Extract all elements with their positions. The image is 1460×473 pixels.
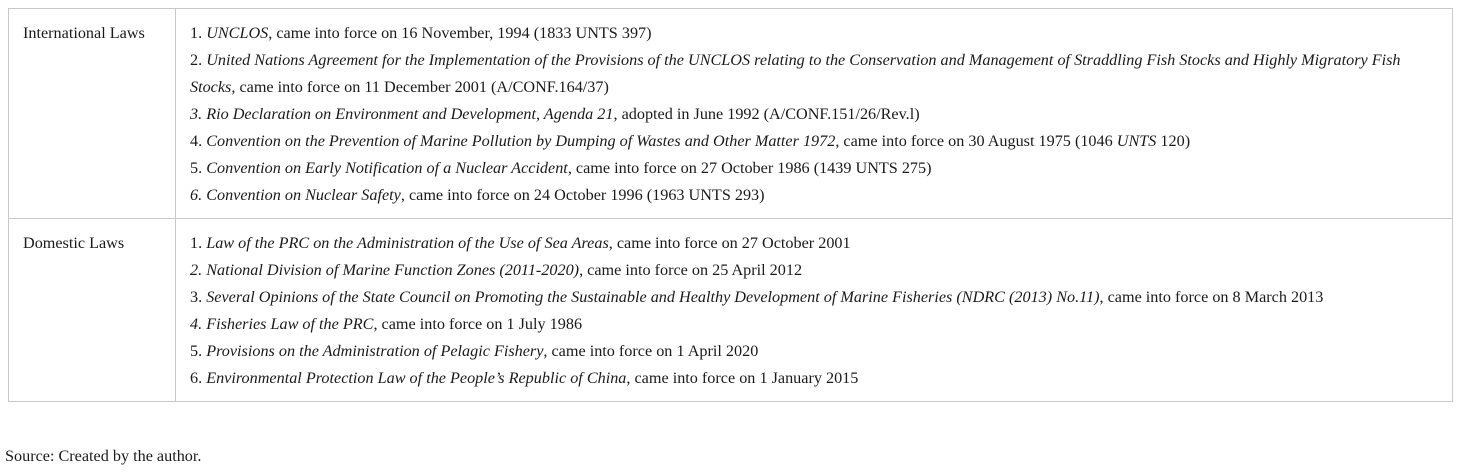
- category-cell: [9, 9, 176, 219]
- category-cell: [9, 219, 176, 402]
- law-title: Fisheries Law of the PRC: [206, 315, 374, 333]
- laws-table: [8, 8, 1453, 402]
- table-row: [9, 219, 1453, 402]
- law-title: UNCLOS: [206, 24, 269, 42]
- law-list-item: [190, 257, 1444, 284]
- law-detail: , came into force on 1 July 1986: [373, 315, 583, 333]
- law-list-item: [190, 47, 1444, 101]
- law-detail: , came into force on 27 October 2001: [608, 234, 851, 252]
- laws-table-body: [9, 9, 1453, 402]
- category-label: Domestic Laws: [23, 234, 125, 252]
- law-title: United Nations Agreement for the Implementation of the Provisions of the UNCLOS relating to the Conservation and Management of Straddling Fish Stocks and Highly Migratory Fish Stocks: [190, 51, 1401, 96]
- law-title: Several Opinions of the State Council on Promoting the Sustainable and Healthy Development of Marine Fisheries (NDRC (2013) No.11): [206, 288, 1100, 306]
- law-title: Law of the PRC on the Administration of the Use of Sea Areas: [206, 234, 609, 252]
- law-number: 1.: [190, 234, 203, 252]
- law-list-item: [190, 182, 1444, 209]
- law-title: Convention on the Prevention of Marine Pollution by Dumping of Wastes and Other Matter 1972: [206, 132, 836, 150]
- law-detail: , came into force on 1 April 2020: [543, 342, 759, 360]
- law-title: Provisions on the Administration of Pelagic Fishery: [206, 342, 544, 360]
- law-title: Rio Declaration on Environment and Development, Agenda 21: [206, 105, 614, 123]
- law-detail: , came into force on 11 December 2001 (A/CONF.164/37): [231, 78, 609, 96]
- law-list-item: [190, 128, 1444, 155]
- law-list-item: [190, 338, 1444, 365]
- law-detail-end: 120): [1156, 132, 1191, 150]
- law-number: 3.: [190, 288, 203, 306]
- law-title: Convention on Nuclear Safety: [206, 186, 401, 204]
- law-number: 5.: [190, 159, 203, 177]
- law-number: 4.: [190, 315, 203, 333]
- law-list-item: [190, 20, 1444, 47]
- law-detail: , came into force on 30 August 1975 (1046: [835, 132, 1117, 150]
- law-number: 6.: [190, 369, 203, 387]
- law-number: 6.: [190, 186, 203, 204]
- law-list-item: [190, 284, 1444, 311]
- law-detail: , came into force on 16 November, 1994 (1833 UNTS 397): [268, 24, 652, 42]
- law-list-item: [190, 101, 1444, 128]
- law-detail: , came into force on 24 October 1996 (1963 UNTS 293): [400, 186, 765, 204]
- law-number: 3.: [190, 105, 203, 123]
- law-number: 4.: [190, 132, 203, 150]
- table-source-note: Source: Created by the author.: [5, 447, 202, 465]
- law-detail-italic: UNTS: [1116, 132, 1157, 150]
- law-list-cell: [176, 9, 1453, 219]
- law-list-item: [190, 365, 1444, 392]
- law-title: National Division of Marine Function Zones (2011-2020): [206, 261, 580, 279]
- law-list-cell: [176, 219, 1453, 402]
- law-title: Convention on Early Notification of a Nuclear Accident: [206, 159, 568, 177]
- law-detail: , came into force on 1 January 2015: [626, 369, 859, 387]
- law-list-item: [190, 311, 1444, 338]
- law-list-item: [190, 155, 1444, 182]
- law-number: 1.: [190, 24, 203, 42]
- law-detail: , adopted in June 1992 (A/CONF.151/26/Rev.l): [613, 105, 920, 123]
- table-row: [9, 9, 1453, 219]
- law-detail: , came into force on 25 April 2012: [579, 261, 803, 279]
- law-detail: , came into force on 27 October 1986 (1439 UNTS 275): [567, 159, 932, 177]
- law-number: 5.: [190, 342, 203, 360]
- law-number: 2.: [190, 51, 203, 69]
- law-detail: , came into force on 8 March 2013: [1099, 288, 1324, 306]
- law-number: 2.: [190, 261, 203, 279]
- law-list-item: [190, 230, 1444, 257]
- category-label: International Laws: [23, 24, 145, 42]
- law-title: Environmental Protection Law of the People’s Republic of China: [206, 369, 627, 387]
